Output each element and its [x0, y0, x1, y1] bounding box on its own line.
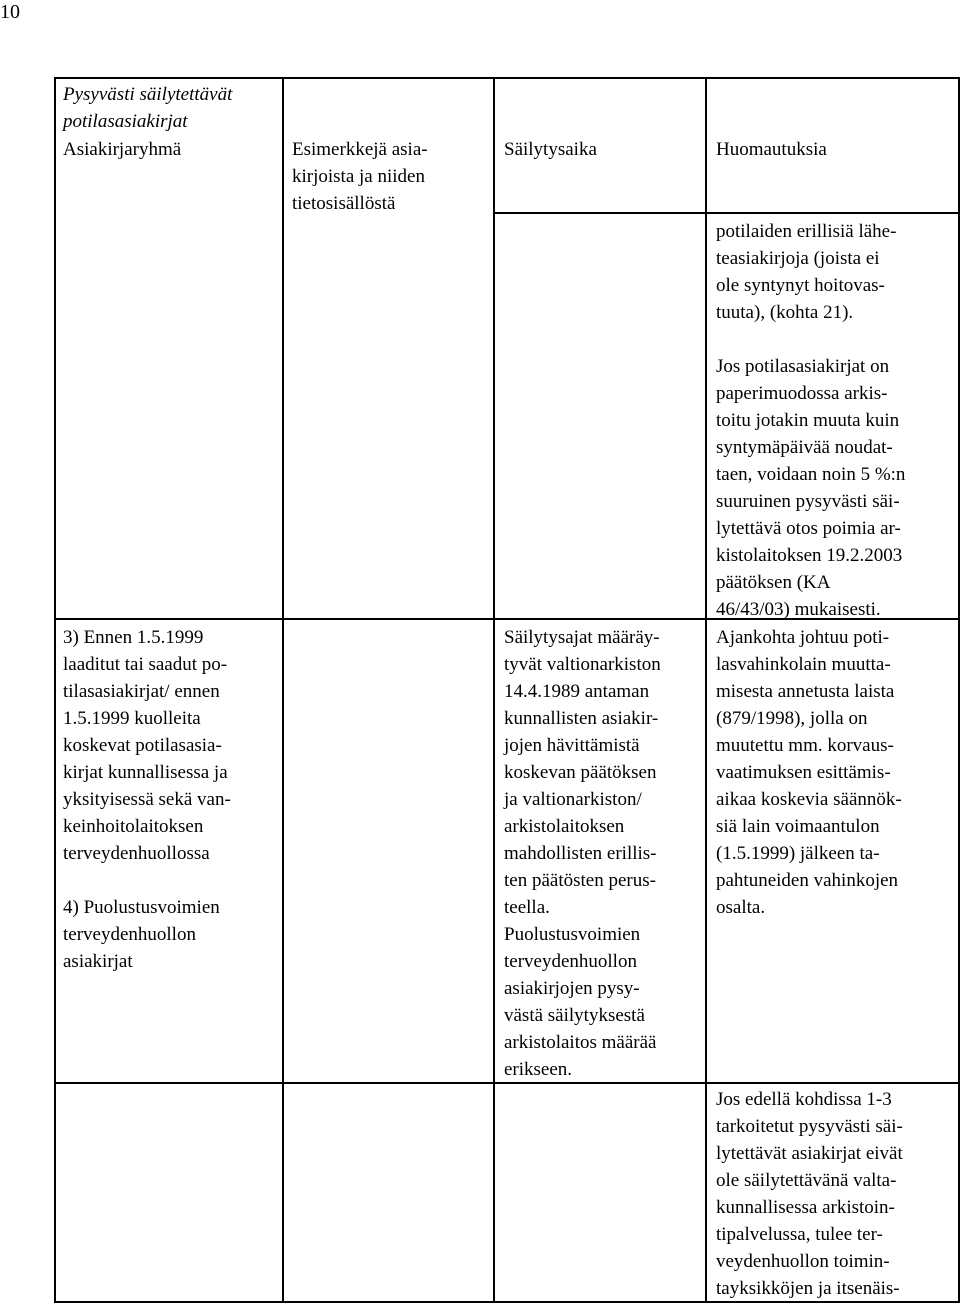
header-retention: Säilytysaika	[504, 139, 597, 160]
row1-remarks: potilaiden erillisiä lähe- teasiakirjoja (joista ei ole syntynyt hoitovas- tuuta), (kohta 21). Jos potilasasiakirjat on paperimuodossa arkis- toitu jotakin muuta kuin syntymäpäivää noudat- taen, voidaan noin 5 %:n suuruinen pysyvästi säi- lytettävä otos poimia ar- kistolaitoksen 19.2.2003 päätöksen (KA 46/43/03) mukaisesti.	[716, 221, 906, 620]
header-examples: Esimerkkejä asia- kirjoista ja niiden tietosisällöstä	[292, 139, 428, 214]
header-remarks: Huomautuksia	[716, 139, 827, 160]
row3-remarks: Jos edellä kohdissa 1-3 tarkoitetut pysyvästi säi- lytettävät asiakirjat eivät ole säilytettävänä valta- kunnallisessa arkistoin- tipalvelussa, tulee ter- veydenhuollon toimin- tayksikköjen ja itsenäis-	[716, 1089, 903, 1299]
table-border-top	[54, 77, 960, 79]
row-divider	[493, 212, 960, 214]
row2-remarks: Ajankohta johtuu poti- lasvahinkolain muutta- misesta annetusta laista (879/1998), jolla on muutettu mm. korvaus- vaatimuksen esittämis- aikaa koskevia säännök- siä lain voimaantulon (1.5.1999) jälkeen ta- pahtuneiden vahinkojen osalta.	[716, 627, 902, 918]
column-divider	[282, 77, 284, 1303]
row2-group: 3) Ennen 1.5.1999 laaditut tai saadut po- tilasasiakirjat/ ennen 1.5.1999 kuolleita koskevat potilasasia- kirjat kunnallisessa ja yksityisessä sekä van- keinhoitolaitoksen terveydenhuollossa 4) Puolustusvoimien terveydenhuollon asiakirjat	[63, 627, 231, 972]
column-divider	[493, 77, 495, 1303]
page-number: 10	[0, 1, 20, 23]
column-divider	[705, 77, 707, 1303]
header-group: Asiakirjaryhmä	[63, 139, 182, 160]
table-border-left	[54, 77, 56, 1303]
table-title: Pysyvästi säilytettävät potilasasiakirjat	[63, 84, 233, 132]
row2-retention: Säilytysajat määräy- tyvät valtionarkiston 14.4.1989 antaman kunnallisten asiakir- jojen hävittämistä koskevan päätöksen ja valtionarkiston/ arkistolaitoksen mahdollisten erillis- ten päätösten perus- teella. Puolustusvoimien terveydenhuollon asiakirjojen pysy- västä säilytyksestä arkistolaitos määrää erikseen.	[504, 627, 661, 1080]
